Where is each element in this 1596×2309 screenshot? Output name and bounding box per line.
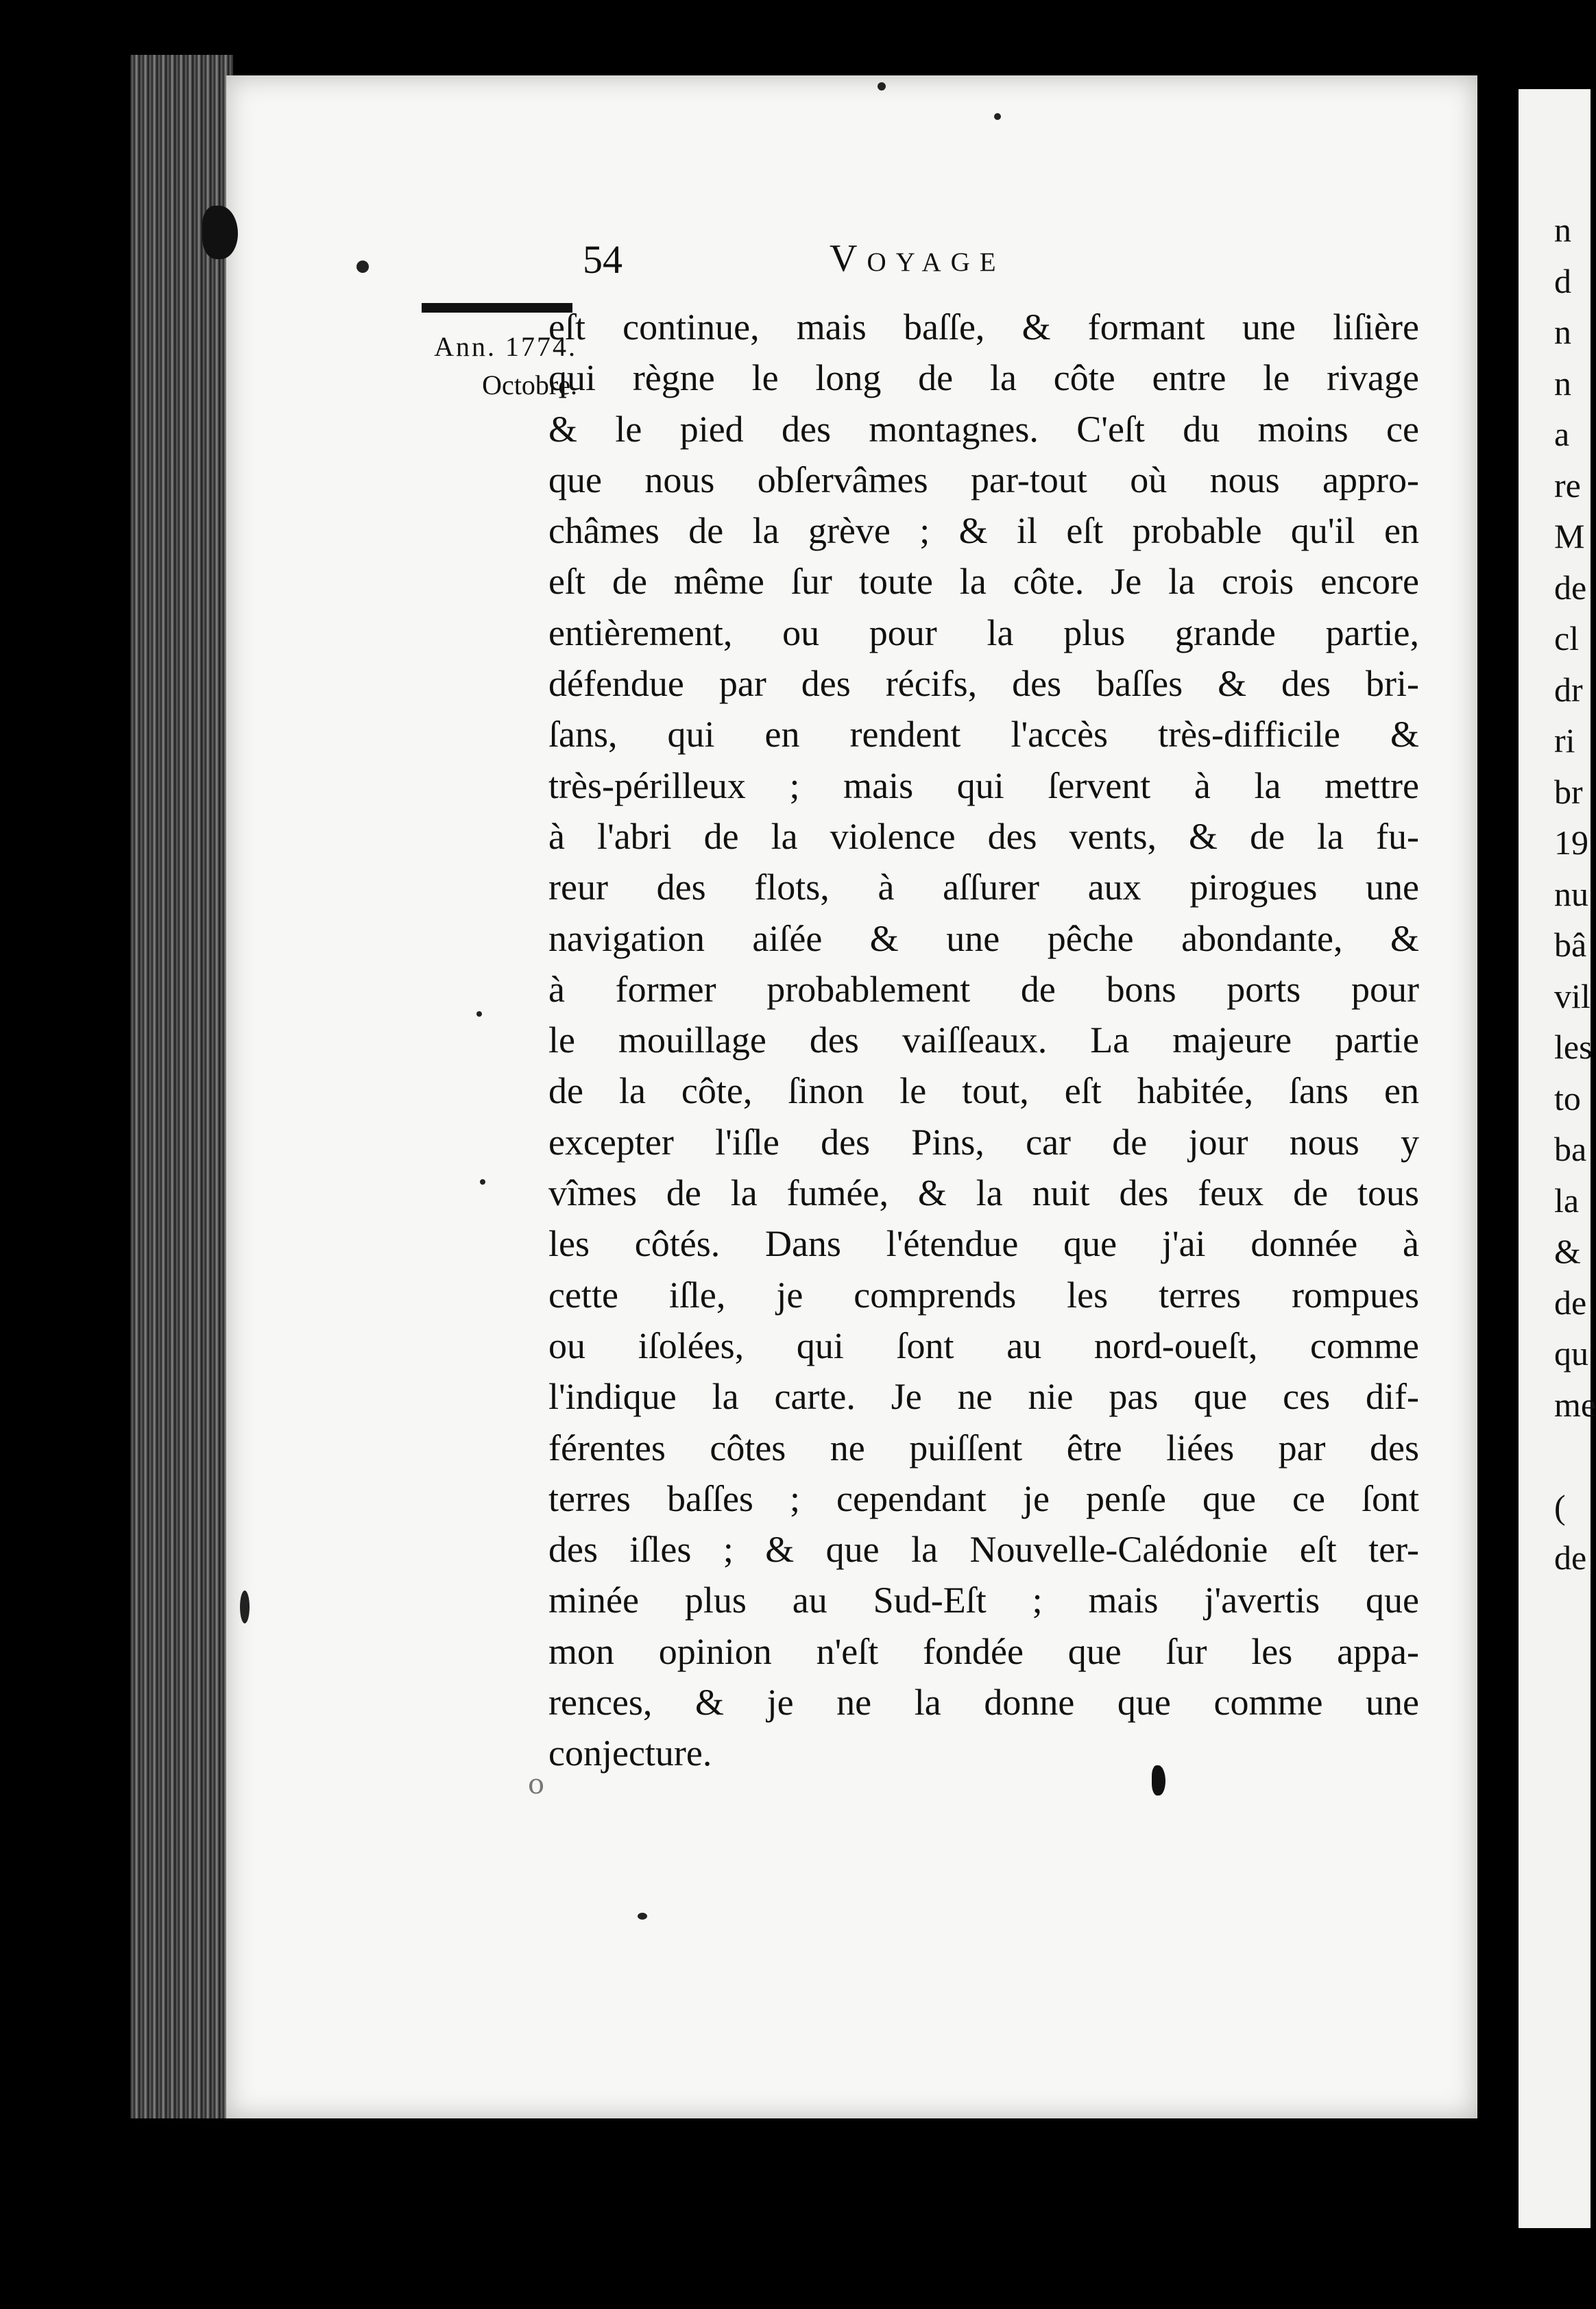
facing-page-fragment: & bbox=[1554, 1232, 1581, 1270]
facing-page-fragment: la bbox=[1554, 1181, 1580, 1220]
text-line: excepter l'iſle des Pins, car de jour nous y bbox=[548, 1121, 1419, 1163]
facing-page-fragment: M bbox=[1554, 517, 1585, 555]
text-line: défendue par des récifs, des baſſes & des bri- bbox=[548, 663, 1419, 705]
facing-page-fragment: dr bbox=[1554, 670, 1583, 709]
facing-page-fragment: les bbox=[1554, 1028, 1593, 1066]
facing-page-fragment: to bbox=[1554, 1078, 1581, 1117]
text-line: mon opinion n'eſt fondée que ſur les appa- bbox=[548, 1630, 1419, 1672]
text-line: châmes de la grève ; & il eſt probable qu'il en bbox=[548, 510, 1419, 552]
margin-note-month: Octobre. bbox=[482, 370, 577, 400]
page-number: 54 bbox=[583, 237, 622, 282]
facing-page-fragment: bâ bbox=[1554, 926, 1587, 964]
facing-page-fragment: de bbox=[1554, 1283, 1587, 1322]
text-line: à l'abri de la violence des vents, & de la fu- bbox=[548, 815, 1419, 857]
text-line: & le pied des montagnes. C'eſt du moins ce bbox=[548, 408, 1419, 450]
scan-speck bbox=[638, 1913, 647, 1920]
text-line: vîmes de la fumée, & la nuit des feux de tous bbox=[548, 1172, 1419, 1214]
text-line: ou iſolées, qui ſont au nord-oueſt, comme bbox=[548, 1325, 1419, 1366]
facing-page-fragment: a bbox=[1554, 415, 1570, 453]
text-line: férentes côtes ne puiſſent être liées par des bbox=[548, 1427, 1419, 1468]
facing-page-fragment: n bbox=[1554, 313, 1571, 351]
facing-page-fragment: d bbox=[1554, 261, 1571, 300]
ink-blot bbox=[1152, 1765, 1165, 1796]
facing-page-fragment: br bbox=[1554, 772, 1583, 811]
scan-speck bbox=[356, 261, 369, 273]
text-line: entièrement, ou pour la plus grande partie, bbox=[548, 612, 1419, 653]
text-line: ſans, qui en rendent l'accès très-difficile & bbox=[548, 714, 1419, 755]
body-text bbox=[548, 302, 1419, 1779]
facing-page-fragment: ( bbox=[1554, 1487, 1566, 1526]
scan-speck bbox=[878, 82, 886, 90]
text-line: eſt continue, mais baſſe, & formant une liſière bbox=[548, 306, 1419, 348]
facing-page-fragment: nu bbox=[1554, 874, 1588, 913]
text-line: reur des flots, à aſſurer aux pirogues une bbox=[548, 867, 1419, 908]
scan-speck bbox=[240, 1591, 250, 1623]
scan-speck bbox=[476, 1011, 482, 1017]
facing-page-fragment: re bbox=[1554, 466, 1581, 505]
facing-page-fragment: n bbox=[1554, 363, 1571, 402]
ink-blot bbox=[202, 206, 238, 259]
facing-page-fragment: n bbox=[1554, 210, 1571, 249]
text-line: rences, & je ne la donne que comme une bbox=[548, 1682, 1419, 1724]
facing-page-fragment: me bbox=[1554, 1385, 1596, 1424]
facing-page-fragment: ba bbox=[1554, 1130, 1587, 1168]
margin-note-year: Ann. 1774. bbox=[434, 331, 577, 362]
book-binding-edge bbox=[130, 55, 233, 2118]
text-line: minée plus au Sud-Eſt ; mais j'avertis que bbox=[548, 1580, 1419, 1621]
facing-page-fragment: de bbox=[1554, 568, 1587, 607]
facing-page-fragment: de bbox=[1554, 1538, 1587, 1577]
page-title: Voyage bbox=[830, 237, 1006, 280]
text-line: navigation aiſée & une pêche abondante, & bbox=[548, 917, 1419, 959]
text-line: les côtés. Dans l'étendue que j'ai donnée à bbox=[548, 1223, 1419, 1265]
running-head bbox=[583, 237, 1104, 291]
text-line: le mouillage des vaiſſeaux. La majeure partie bbox=[548, 1019, 1419, 1061]
scan-speck bbox=[480, 1179, 485, 1185]
text-line: des iſles ; & que la Nouvelle-Calédonie eſt ter- bbox=[548, 1529, 1419, 1571]
scan-mark: o bbox=[528, 1769, 545, 1800]
facing-page-fragment: qu bbox=[1554, 1334, 1588, 1373]
facing-page-fragment: vil bbox=[1554, 976, 1591, 1015]
facing-page-edge bbox=[1519, 89, 1596, 2228]
text-line: terres baſſes ; cependant je penſe que ce ſont bbox=[548, 1477, 1419, 1519]
scan-speck bbox=[994, 113, 1001, 120]
text-line: qui règne le long de la côte entre le rivage bbox=[548, 357, 1419, 399]
facing-page-fragment: 19 bbox=[1554, 823, 1588, 862]
text-line: très-périlleux ; mais qui ſervent à la mettre bbox=[548, 764, 1419, 806]
facing-page-fragment: ri bbox=[1554, 721, 1575, 760]
text-line: cette iſle, je comprends les terres rompues bbox=[548, 1274, 1419, 1316]
text-line: à former probablement de bons ports pour bbox=[548, 968, 1419, 1010]
text-line: de la côte, ſinon le tout, eſt habitée, ſans en bbox=[548, 1070, 1419, 1112]
text-line: conjecture. bbox=[548, 1732, 712, 1774]
text-line: l'indique la carte. Je ne nie pas que ces dif- bbox=[548, 1376, 1419, 1418]
facing-page-fragment: cl bbox=[1554, 619, 1580, 657]
text-line: que nous obſervâmes par-tout où nous appro- bbox=[548, 459, 1419, 500]
text-line: eſt de même ſur toute la côte. Je la crois encore bbox=[548, 561, 1419, 603]
